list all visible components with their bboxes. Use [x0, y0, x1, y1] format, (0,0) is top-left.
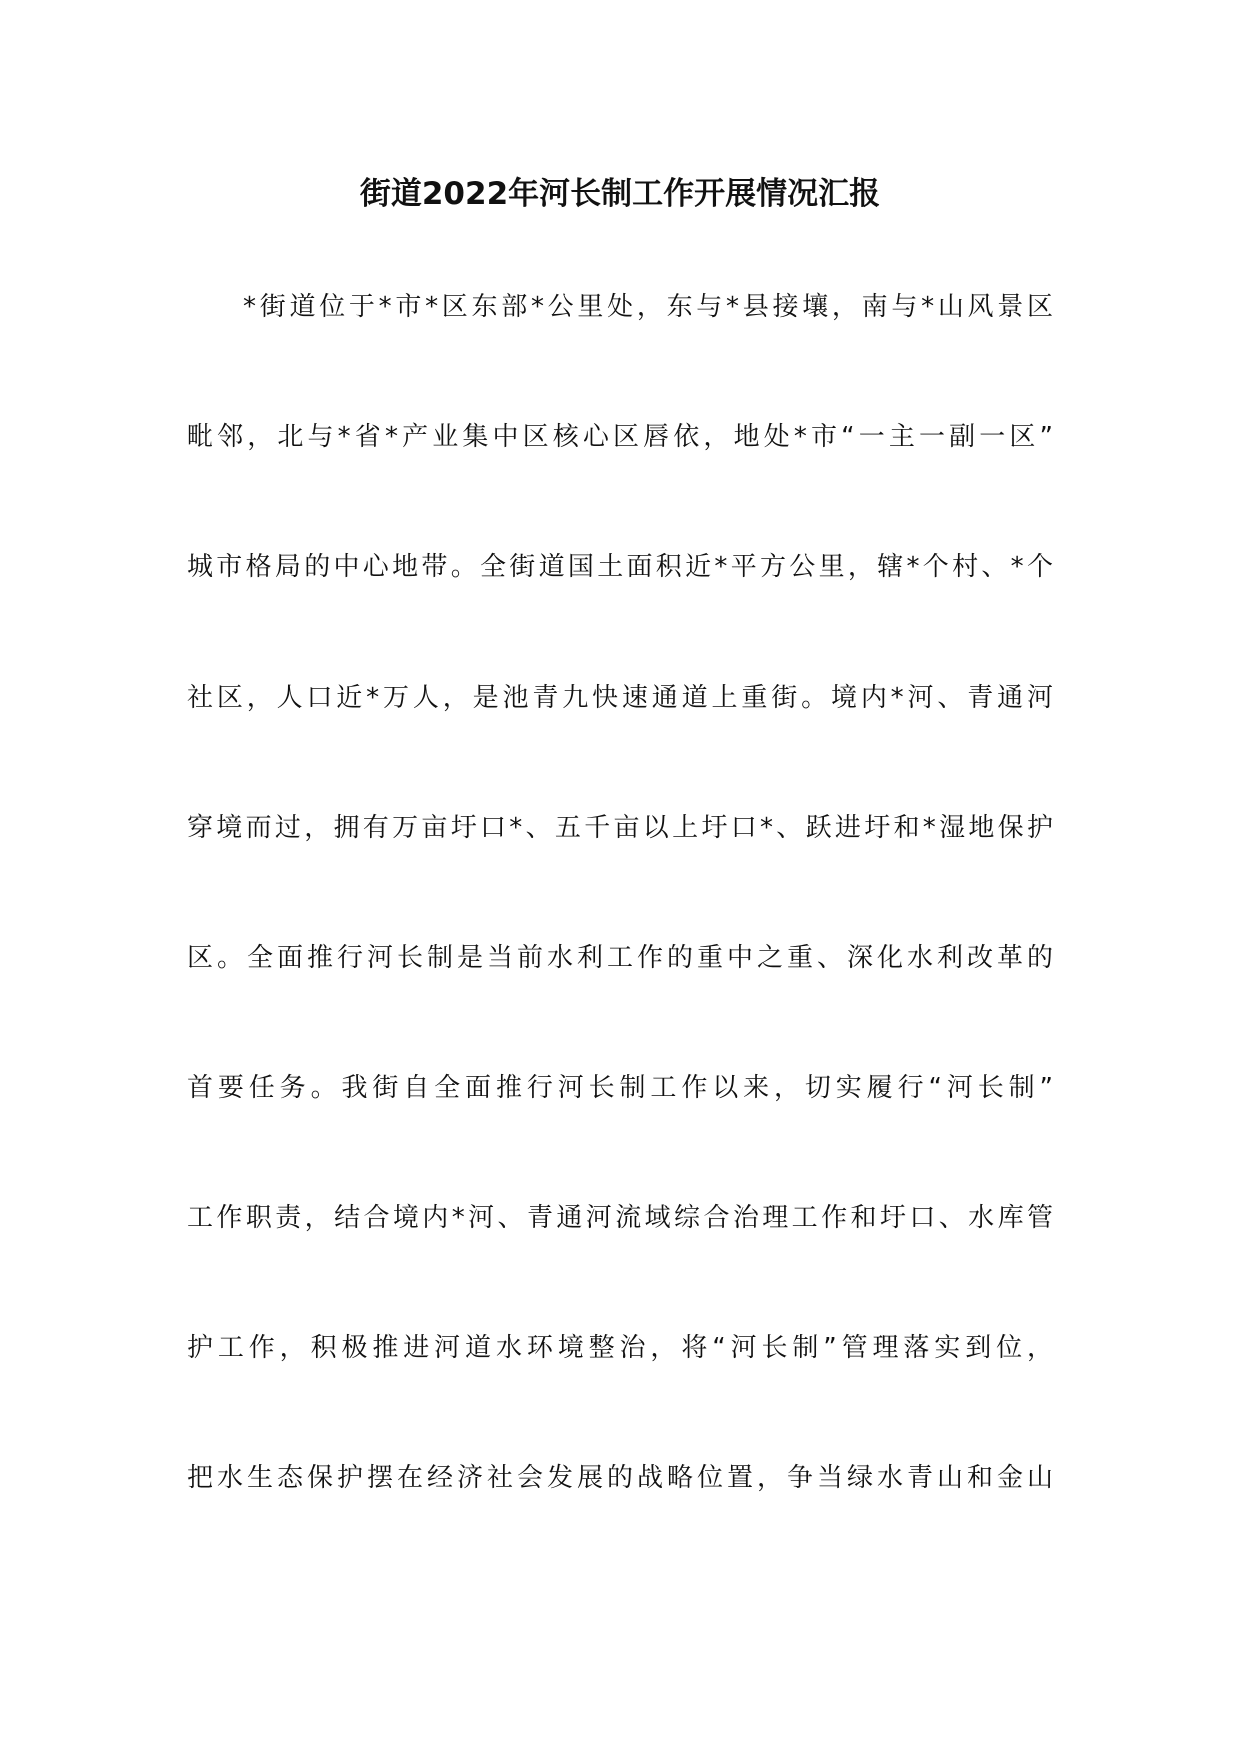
paragraph-line: 工作职责，结合境内*河、青通河流域综合治理工作和圩口、水库管	[187, 1203, 1053, 1233]
paragraph-line: 毗邻，北与*省*产业集中区核心区唇依，地处*市“一主一副一区”	[187, 422, 1053, 452]
paragraph-line: 社区，人口近*万人，是池青九快速通道上重街。境内*河、青通河	[187, 683, 1053, 713]
paragraph-line: 护工作，积极推进河道水环境整治，将“河长制”管理落实到位，	[187, 1333, 1053, 1363]
paragraph-line: 首要任务。我街自全面推行河长制工作以来，切实履行“河长制”	[187, 1073, 1053, 1103]
paragraph-line: 区。全面推行河长制是当前水利工作的重中之重、深化水利改革的	[187, 943, 1053, 973]
paragraph-line: 把水生态保护摆在经济社会发展的战略位置，争当绿水青山和金山	[187, 1463, 1053, 1493]
document-title: 街道2022年河长制工作开展情况汇报	[359, 176, 881, 212]
paragraph-line: 城市格局的中心地带。全街道国土面积近*平方公里，辖*个村、*个	[187, 552, 1053, 582]
paragraph-line: *街道位于*市*区东部*公里处，东与*县接壤，南与*山风景区	[243, 292, 1053, 322]
paragraph-line: 穿境而过，拥有万亩圩口*、五千亩以上圩口*、跃进圩和*湿地保护	[187, 813, 1053, 843]
